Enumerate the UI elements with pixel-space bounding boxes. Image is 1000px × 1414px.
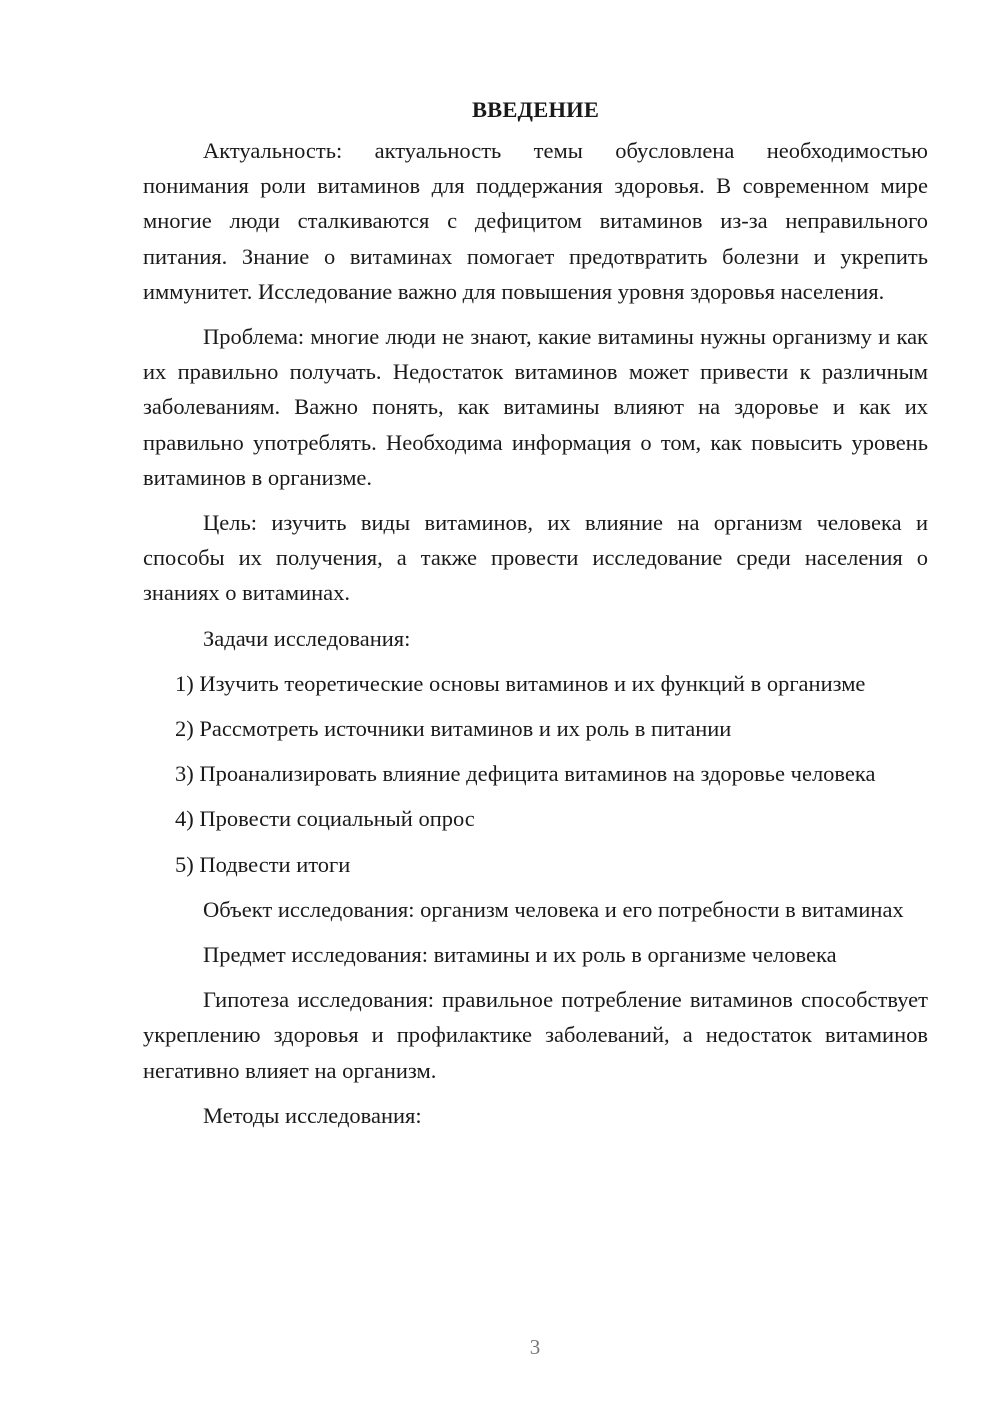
page-title: ВВЕДЕНИЕ (471, 97, 600, 122)
paragraph-object: Объект исследования: организм человека и его потребности в витаминах (203, 896, 904, 922)
task-item: 5) Подвести итоги (175, 851, 351, 877)
task-item: 4) Провести социальный опрос (175, 806, 475, 832)
task-item: 2) Рассмотреть источники витаминов и их роль в питании (175, 716, 732, 742)
page-content (143, 92, 928, 1143)
paragraph-relevance: Актуальность: актуальность темы обусловлена необходимостью понимания роли витаминов для поддержания здоровья. В современном мире многие люди сталкиваются с дефицитом витаминов из-за неправильного питания. Знание о витаминах помогает предотвратить болезни и укрепить иммунитет. Исследование важно для повышения уровня здоровья населения. (143, 138, 928, 304)
paragraph-subject: Предмет исследования: витамины и их роль в организме человека (203, 942, 837, 968)
paragraph-problem: Проблема: многие люди не знают, какие витамины нужны организму и как их правильно получать. Недостаток витаминов может привести к различным заболеваниям. Важно понять, как витамины влияют на здоровье и как их правильно употреблять. Необходима информация о том, как повысить уровень витаминов в организме. (143, 324, 928, 490)
paragraph-hypothesis: Гипотеза исследования: правильное потребление витаминов способствует укреплению здоровья и профилактике заболеваний, а недостаток витаминов негативно влияет на организм. (143, 987, 928, 1083)
page-number: 3 (529, 1335, 541, 1359)
paragraph-methods: Методы исследования: (203, 1102, 422, 1128)
task-item: 3) Проанализировать влияние дефицита витаминов на здоровье человека (175, 761, 876, 787)
paragraph-tasks-heading: Задачи исследования: (203, 625, 411, 651)
paragraph-goal: Цель: изучить виды витаминов, их влияние на организм человека и способы их получения, а также провести исследование среди населения о знаниях о витаминах. (143, 510, 928, 606)
task-item: 1) Изучить теоретические основы витаминов и их функций в организме (175, 670, 866, 696)
